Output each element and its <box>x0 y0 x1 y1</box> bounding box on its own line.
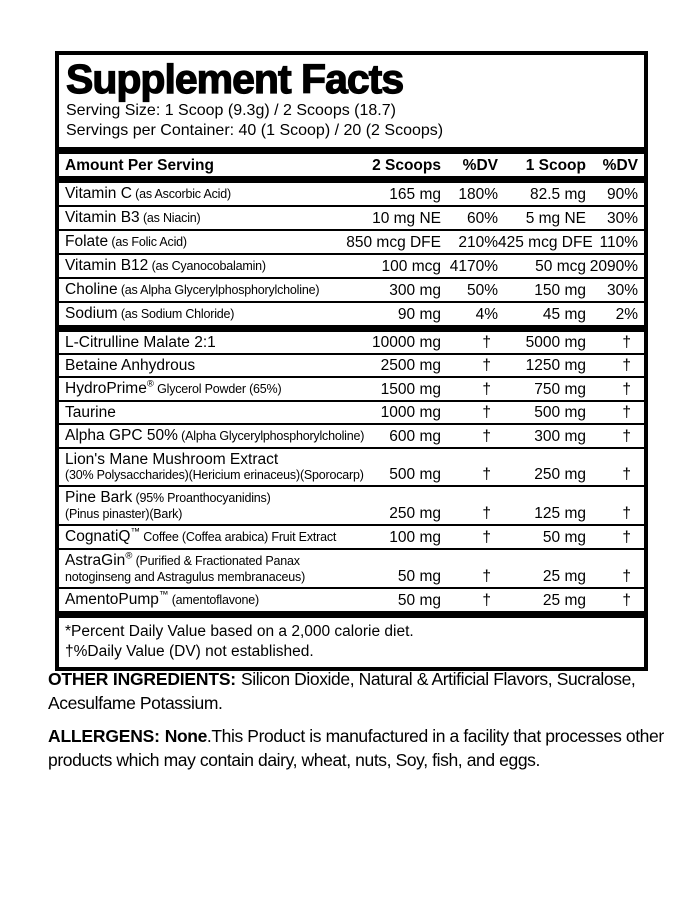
servings-per-container-line: Servings per Container: 40 (1 Scoop) / 20 (2 Scoops) <box>66 122 444 139</box>
vitamins-section <box>59 183 644 325</box>
dv-2-scoops: 50% <box>466 282 498 299</box>
panel-title: Supplement Facts <box>66 56 404 102</box>
other-ingredients-label: OTHER INGREDIENTS: <box>48 669 236 689</box>
dv-2-scoops: † <box>482 357 491 374</box>
amount-2-scoops: 300 mg <box>389 282 441 299</box>
dv-2-scoops: † <box>482 404 491 421</box>
ingredients-section <box>59 332 644 611</box>
amount-2-scoops: 10000 mg <box>372 334 441 351</box>
amount-1-scoop: 150 mg <box>534 282 586 299</box>
ingredient-name: Lion's Mane Mushroom Extract (30% Polysaccharides)(Hericium erinaceus)(Sporocarp) <box>65 451 364 482</box>
dv-2-scoops: † <box>482 334 491 351</box>
dv-1-scoop: † <box>622 428 631 445</box>
amount-1-scoop: 500 mg <box>534 404 586 421</box>
table-row <box>59 229 644 253</box>
other-ingredients-text: Silicon Dioxide, Natural & Artificial Flavors, Sucralose, Acesulfame Potassium. <box>48 669 636 713</box>
trademark-symbol: ® <box>125 550 133 562</box>
amount-1-scoop: 5000 mg <box>525 334 586 351</box>
divider-bar-thick <box>59 147 644 154</box>
dv-1-scoop: 2% <box>615 306 638 323</box>
amount-2-scoops: 600 mg <box>389 428 441 445</box>
trademark-symbol: ™ <box>130 526 140 538</box>
table-row <box>59 524 644 548</box>
amount-1-scoop: 1250 mg <box>525 357 586 374</box>
ingredient-name: Vitamin B3 (as Niacin) <box>65 209 201 226</box>
amount-2-scoops: 165 mg <box>389 186 441 203</box>
table-row <box>59 332 644 353</box>
dv-2-scoops: 4% <box>475 306 498 323</box>
amount-1-scoop: 50 mcg <box>535 258 586 275</box>
divider-bar-thick <box>59 325 644 332</box>
other-ingredients-paragraph <box>48 668 668 715</box>
table-row <box>59 253 644 277</box>
amount-2-scoops: 10 mg NE <box>372 210 441 227</box>
amount-1-scoop: 750 mg <box>534 381 586 398</box>
dv-2-scoops: † <box>482 381 491 398</box>
dv-2-scoops: 180% <box>458 186 498 203</box>
dv-2-scoops: 210% <box>458 234 498 251</box>
trademark-symbol: ™ <box>158 589 169 601</box>
table-header-row <box>59 154 644 176</box>
table-row <box>59 353 644 376</box>
ingredient-name: AmentoPump™ (amentoflavone) <box>65 589 260 608</box>
dv-1-scoop: † <box>622 404 631 421</box>
dv-1-scoop: 30% <box>606 282 638 299</box>
table-row <box>59 587 644 611</box>
amount-1-scoop: 25 mg <box>542 592 586 609</box>
ingredient-name: HydroPrime® Glycerol Powder (65%) <box>65 378 282 397</box>
bottom-text-block <box>48 668 668 782</box>
amount-2-scoops: 100 mcg <box>381 258 441 275</box>
amount-2-scoops: 50 mg <box>397 568 441 585</box>
table-row <box>59 376 644 400</box>
column-header-dv-2-scoops: %DV <box>462 157 498 174</box>
amount-2-scoops: 250 mg <box>389 505 441 522</box>
ingredient-name: Vitamin C (as Ascorbic Acid) <box>65 185 231 202</box>
ingredient-name: Taurine <box>65 404 116 421</box>
dv-2-scoops: † <box>482 592 491 609</box>
table-row <box>59 400 644 423</box>
amount-1-scoop: 45 mg <box>542 306 586 323</box>
allergens-text: .This Product is manufactured in a facility that processes other products which may contain dairy, wheat, nuts, Soy, fish, and eggs. <box>48 726 664 770</box>
dv-2-scoops: † <box>482 568 491 585</box>
column-header-1-scoop: 1 Scoop <box>525 157 586 174</box>
panel-header <box>59 55 644 147</box>
dv-1-scoop: † <box>622 357 631 374</box>
amount-1-scoop: 5 mg NE <box>525 210 586 227</box>
amount-1-scoop: 82.5 mg <box>529 186 586 203</box>
table-row <box>59 277 644 301</box>
dv-1-scoop: † <box>622 466 631 483</box>
ingredient-name: Pine Bark (95% Proanthocyanidins) (Pinus pinaster)(Bark) <box>65 489 271 521</box>
dv-1-scoop: † <box>622 529 631 546</box>
amount-2-scoops: 90 mg <box>397 306 441 323</box>
amount-1-scoop: 125 mg <box>534 505 586 522</box>
dv-2-scoops: † <box>482 466 491 483</box>
amount-2-scoops: 500 mg <box>389 466 441 483</box>
amount-2-scoops: 100 mg <box>389 529 441 546</box>
table-row <box>59 423 644 447</box>
ingredient-name: Vitamin B12 (as Cyanocobalamin) <box>65 257 266 274</box>
amount-2-scoops: 50 mg <box>397 592 441 609</box>
amount-1-scoop: 25 mg <box>542 568 586 585</box>
dv-1-scoop: † <box>622 505 631 522</box>
table-row <box>59 205 644 229</box>
dv-2-scoops: † <box>482 505 491 522</box>
footnotes-block <box>59 618 644 667</box>
allergens-paragraph <box>48 725 668 772</box>
ingredient-name: L-Citrulline Malate 2:1 <box>65 334 216 351</box>
trademark-symbol: ® <box>146 378 154 390</box>
ingredient-name: Betaine Anhydrous <box>65 357 196 374</box>
ingredient-name: Sodium (as Sodium Chloride) <box>65 305 235 322</box>
column-header-dv-1-scoop: %DV <box>602 157 638 174</box>
divider-bar-thick <box>59 611 644 618</box>
ingredient-name: Folate (as Folic Acid) <box>65 233 187 250</box>
footnote-percent-dv: *Percent Daily Value based on a 2,000 calorie diet. <box>65 623 414 640</box>
table-row <box>59 548 644 587</box>
dv-2-scoops: † <box>482 428 491 445</box>
amount-1-scoop: 50 mg <box>542 529 586 546</box>
dv-1-scoop: 2090% <box>589 258 638 275</box>
dv-1-scoop: 110% <box>599 234 638 251</box>
table-row <box>59 183 644 205</box>
allergens-none-text: None <box>164 726 207 746</box>
column-header-2-scoops: 2 Scoops <box>372 157 441 174</box>
dv-1-scoop: † <box>622 568 631 585</box>
ingredient-name: AstraGin® (Purified & Fractionated Panax notoginseng and Astragulus membranaceus) <box>65 550 306 584</box>
divider-bar-thick <box>59 176 644 183</box>
amount-2-scoops: 1500 mg <box>380 381 441 398</box>
footnote-dagger: †%Daily Value (DV) not established. <box>65 643 314 660</box>
table-row <box>59 485 644 524</box>
dv-1-scoop: † <box>622 334 631 351</box>
amount-1-scoop: 425 mcg DFE <box>498 234 593 251</box>
amount-2-scoops: 1000 mg <box>380 404 441 421</box>
table-row <box>59 301 644 325</box>
table-row <box>59 447 644 485</box>
dv-2-scoops: 4170% <box>449 258 498 275</box>
dv-1-scoop: † <box>622 592 631 609</box>
ingredient-name: CognatiQ™ Coffee (Coffea arabica) Fruit Extract <box>65 526 337 545</box>
ingredient-name: Alpha GPC 50% (Alpha Glycerylphosphorylcholine) <box>65 427 365 444</box>
supplement-facts-panel <box>55 51 648 671</box>
column-header-amount-per-serving: Amount Per Serving <box>65 157 214 174</box>
amount-2-scoops: 2500 mg <box>380 357 441 374</box>
amount-1-scoop: 250 mg <box>534 466 586 483</box>
amount-1-scoop: 300 mg <box>534 428 586 445</box>
serving-size-line: Serving Size: 1 Scoop (9.3g) / 2 Scoops (18.7) <box>66 102 396 119</box>
dv-1-scoop: 30% <box>606 210 638 227</box>
allergens-label: ALLERGENS: <box>48 726 160 746</box>
dv-2-scoops: † <box>482 529 491 546</box>
amount-2-scoops: 850 mcg DFE <box>346 234 441 251</box>
dv-1-scoop: † <box>622 381 631 398</box>
ingredient-name: Choline (as Alpha Glycerylphosphorylcholine) <box>65 281 320 298</box>
dv-2-scoops: 60% <box>466 210 498 227</box>
dv-1-scoop: 90% <box>606 186 638 203</box>
